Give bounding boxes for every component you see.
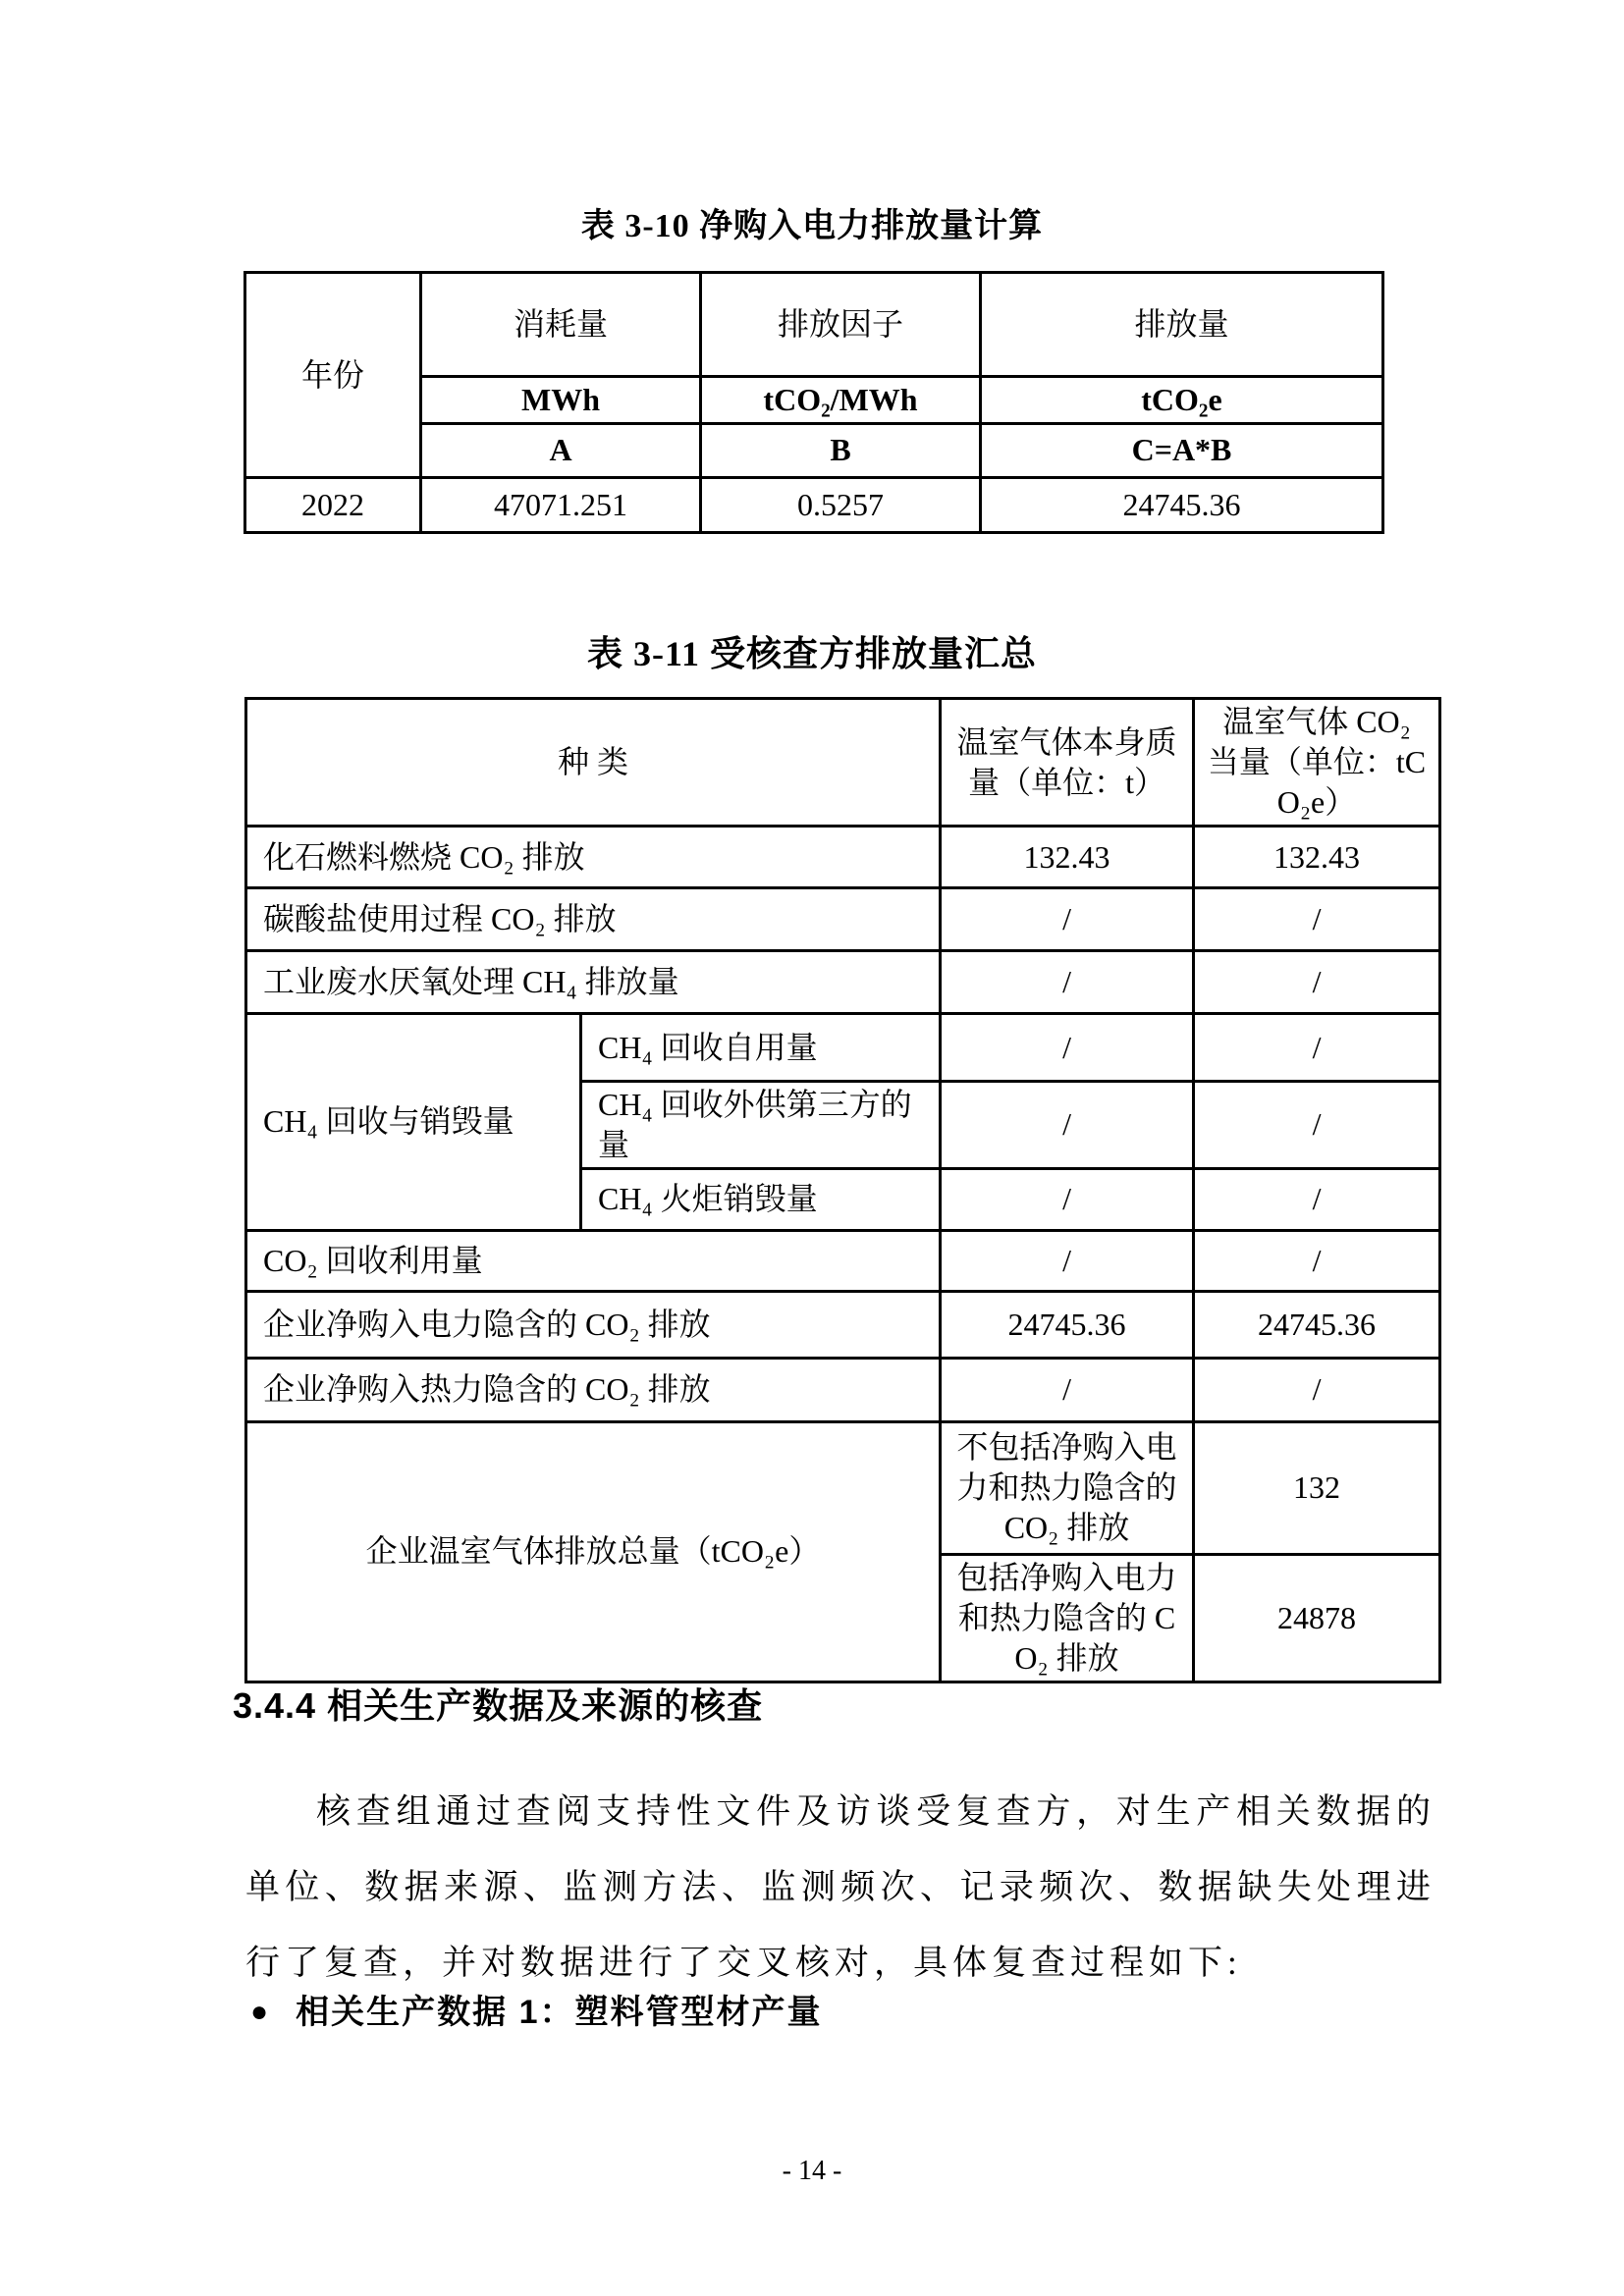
t2-row-carbonate-co2e: / [1194,888,1440,951]
t2-total-excl-label: 不包括净购入电力和热力隐含的 CO₂ 排放 [941,1421,1194,1554]
t2-row-co2recovery-mass: / [941,1230,1194,1291]
t2-row-electricity-label: 企业净购入电力隐含的 CO₂ 排放 [246,1291,941,1358]
t2-header-mass: 温室气体本身质量（单位：t） [941,699,1194,827]
t1-year-value: 2022 [245,477,421,532]
t1-unit-consumption: MWh [421,377,701,424]
table-row [246,1421,1440,1554]
t2-ch4-group-label: CH₄ 回收与销毁量 [246,1014,581,1231]
t2-row-wastewater-label: 工业废水厌氧处理 CH₄ 排放量 [246,951,941,1014]
t1-unit-emission: tCO₂e [981,377,1383,424]
net-purchased-electricity-table [244,271,1384,534]
t2-ch4-self-co2e: / [1194,1014,1440,1082]
t2-ch4-thirdparty-mass: / [941,1082,1194,1169]
t2-row-co2recovery-label: CO₂ 回收利用量 [246,1230,941,1291]
emissions-summary-table [244,697,1441,1683]
table-row [246,1358,1440,1421]
t2-ch4-flare-label: CH₄ 火炬销毁量 [581,1168,941,1230]
table2-title: 表 3-11 受核查方排放量汇总 [586,634,1037,673]
table-row [246,699,1440,827]
t2-row-fossil-label: 化石燃料燃烧 CO₂ 排放 [246,827,941,888]
t1-header-consumption: 消耗量 [421,273,701,377]
t2-header-co2e: 温室气体 CO₂ 当量（单位：tCO₂e） [1194,699,1440,827]
t1-header-emission: 排放量 [981,273,1383,377]
t2-ch4-thirdparty-co2e: / [1194,1082,1440,1169]
t1-header-factor: 排放因子 [701,273,981,377]
table-row [246,888,1440,951]
bullet-text: 相关生产数据 1：塑料管型材产量 [296,1994,823,2031]
table-row [246,951,1440,1014]
t2-row-heat-mass: / [941,1358,1194,1421]
t2-row-electricity-mass: 24745.36 [941,1291,1194,1358]
t2-row-electricity-co2e: 24745.36 [1194,1291,1440,1358]
t1-factor-value: 0.5257 [701,477,981,532]
bullet-icon: ● [250,1996,271,2028]
table-row [246,1291,1440,1358]
page-number: - 14 - [782,2156,842,2186]
bullet-line [250,1985,822,2033]
t2-row-wastewater-mass: / [941,951,1194,1014]
t2-row-co2recovery-co2e: / [1194,1230,1440,1291]
section-heading: 3.4.4 相关生产数据及来源的核查 [233,1685,764,1726]
table-row [245,477,1383,532]
t1-formula-emission: C=A*B [981,423,1383,477]
t2-ch4-self-label: CH₄ 回收自用量 [581,1014,941,1082]
table-row [246,1230,1440,1291]
t1-unit-factor: tCO₂/MWh [701,377,981,424]
t1-consumption-value: 47071.251 [421,477,701,532]
t2-total-incl-value: 24878 [1194,1554,1440,1682]
t1-emission-value: 24745.36 [981,477,1383,532]
t2-header-category: 种 类 [246,699,941,827]
t2-total-excl-value: 132 [1194,1421,1440,1554]
t1-formula-consumption: A [421,423,701,477]
t2-row-wastewater-co2e: / [1194,951,1440,1014]
t2-total-group-label: 企业温室气体排放总量（tCO₂e） [246,1421,941,1682]
t2-ch4-self-mass: / [941,1014,1194,1082]
t2-row-carbonate-label: 碳酸盐使用过程 CO₂ 排放 [246,888,941,951]
t2-row-heat-label: 企业净购入热力隐含的 CO₂ 排放 [246,1358,941,1421]
t2-row-heat-co2e: / [1194,1358,1440,1421]
t2-total-incl-label: 包括净购入电力和热力隐含的 CO₂ 排放 [941,1554,1194,1682]
table-row [246,1014,1440,1082]
t2-ch4-flare-mass: / [941,1168,1194,1230]
t2-ch4-thirdparty-label: CH₄ 回收外供第三方的量 [581,1082,941,1169]
table-row [245,273,1383,377]
table1-title: 表 3-10 净购入电力排放量计算 [580,208,1044,244]
t2-row-fossil-co2e: 132.43 [1194,827,1440,888]
t2-row-fossil-mass: 132.43 [941,827,1194,888]
t1-header-year: 年份 [245,273,421,478]
t2-ch4-flare-co2e: / [1194,1168,1440,1230]
t1-formula-factor: B [701,423,981,477]
body-paragraph: 核查组通过查阅支持性文件及访谈受复查方，对生产相关数据的单位、数据来源、监测方法、监测频次、记录频次、数据缺失处理进行了复查，并对数据进行了交叉核对，具体复查过程如下: [245,1792,1435,1982]
table-row [246,827,1440,888]
t2-row-carbonate-mass: / [941,888,1194,951]
